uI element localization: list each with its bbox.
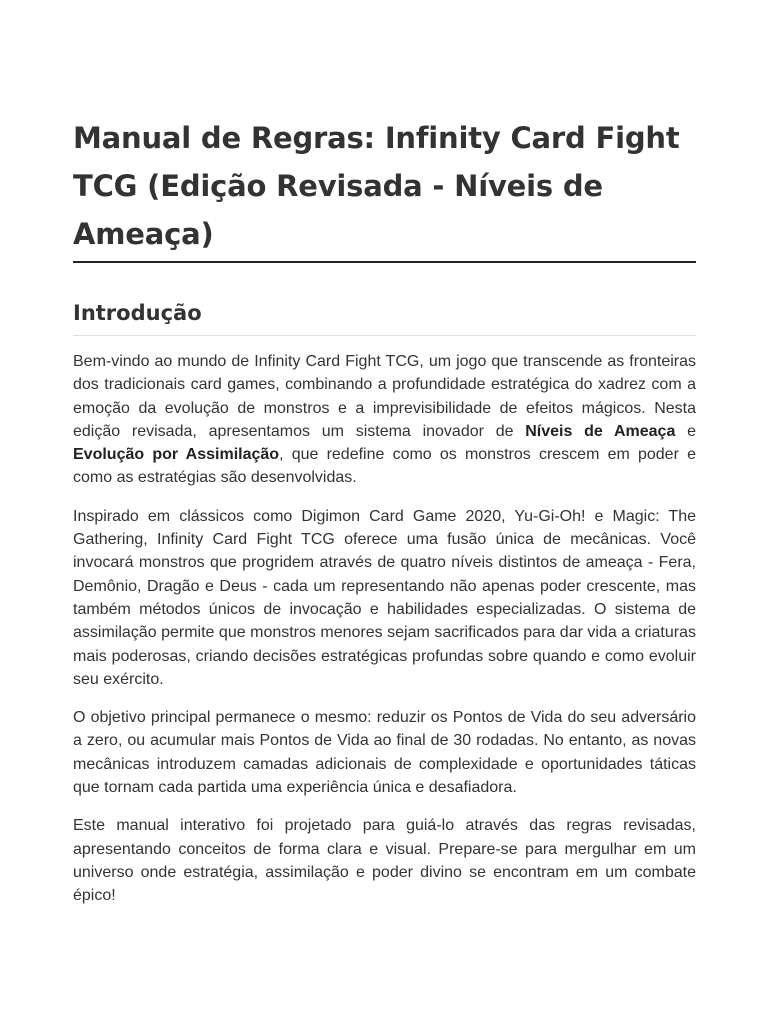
section-body [73,350,696,923]
term-threat-levels: Níveis de Ameaça [525,422,676,440]
paragraph-3: O objetivo principal permanece o mesmo: reduzir os Pontos de Vida do seu adversário a zero, ou acumular mais Pontos de Vida ao final de 30 rodadas. No entanto, as novas mecânicas introduzem camadas adicionais de complexidade e oportunidades táticas que tornam cada partida uma experiência única e desafiadora. [73,709,696,797]
section-heading: Introdução [73,301,202,325]
document-title: Manual de Regras: Infinity Card Fight TCG (Edição Revisada - Níveis de Ameaça) [73,121,680,251]
paragraph-1-text-c: e [675,422,697,440]
paragraph-2: Inspirado em clássicos como Digimon Card Game 2020, Yu-Gi-Oh! e Magic: The Gathering, Infinity Card Fight TCG oferece uma fusão única de mecânicas. Você invocará monstros que progridem através de quatro níveis distintos de ameaça - Fera, Demônio, Dragão e Deus - cada um representando não apenas poder crescente, mas também métodos únicos de invocação e habilidades especializadas. O sistema de assimilação permite que monstros menores sejam sacrificados para dar vida a criaturas mais poderosas, criando decisões estratégicas profundas sobre quando e como evoluir seu exército. [73,507,696,688]
term-assimilation-evolution: Evolução por Assimilação [73,446,280,464]
paragraph-4: Este manual interativo foi projetado para guiá-lo através das regras revisadas, apresentando conceitos de forma clara e visual. Prepare-se para mergulhar em um universo onde estratégia, assimilação e poder divino se encontram em um combate épico! [73,817,696,905]
paragraph-1-text-d: , que redefine como os monstros crescem em poder e como as estratégias são desenvolvidas. [73,446,696,487]
paragraph-1-text-a: Bem-vindo ao mundo de Infinity Card Fight TCG, um jogo que transcende as fronteiras dos tradicionais card games, combinando a profundidade estratégica do xadrez com a emoção da evolução de monstros e a imprevisibilidade de efeitos mágicos. Nesta edição revisada, apresentamos um sistema inovador de [73,353,696,440]
paragraph-1 [73,350,696,490]
section-divider [73,335,696,336]
title-divider [73,261,696,263]
